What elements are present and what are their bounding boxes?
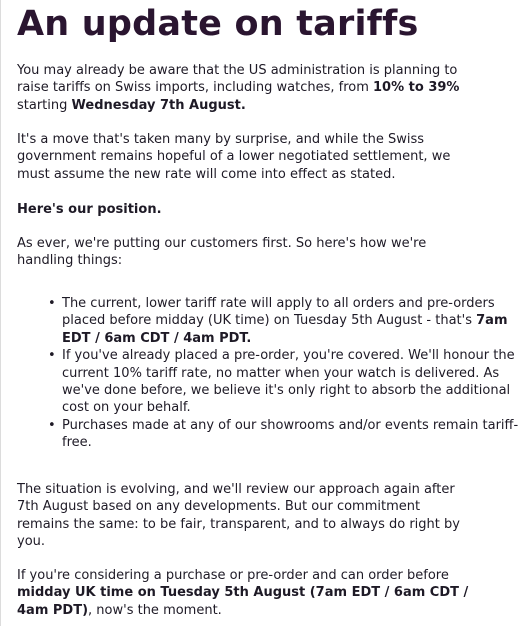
context-paragraph: It's a move that's taken many by surprise, and while the Swiss government remains hopeful of a lower negotiated settlement, we must assume the new rate will come into effect as stated. bbox=[17, 132, 451, 182]
policy-list bbox=[17, 295, 520, 452]
approach-paragraph: As ever, we're putting our customers first. So here's how we're handling things: bbox=[17, 236, 427, 269]
closing-text: If you're considering a purchase or pre-order and can order before bbox=[17, 568, 449, 583]
intro-text: You may already be aware that the US administration is planning to raise tariffs on Swiss imports, including watches, from bbox=[17, 63, 458, 96]
intro-paragraph bbox=[17, 62, 475, 114]
list-item bbox=[62, 295, 520, 347]
cutoff-times: 7am EDT / 6am CDT / 4am PDT. bbox=[62, 313, 508, 346]
list-item: • Purchases made at any of our showrooms and/or events remain tariff-free. bbox=[62, 417, 520, 452]
closing-text-2: , now's the moment. bbox=[88, 602, 222, 618]
effective-date: Wednesday 7th August. bbox=[71, 97, 246, 113]
left-border bbox=[0, 0, 1, 626]
closing-paragraph bbox=[17, 567, 475, 619]
page-title: An update on tariffs bbox=[17, 4, 419, 44]
list-item: • If you've already placed a pre-order, you're covered. We'll honour the current 10% tariff rate, no matter when your watch is delivered. As we've done before, we believe it's only right to absorb the additional cost on your behalf. bbox=[62, 347, 520, 417]
position-heading bbox=[17, 201, 475, 218]
tariff-range: 10% to 39% bbox=[373, 80, 460, 96]
order-deadline: midday UK time on Tuesday 5th August (7am EDT / 6am CDT / 4am PDT) bbox=[17, 585, 469, 618]
position-heading-text: Here's our position. bbox=[17, 202, 162, 217]
intro-text-2: starting bbox=[17, 97, 72, 113]
review-paragraph: The situation is evolving, and we'll review our approach again after 7th August based on any developments. But our commitment remains the same: to be fair, transparent, and to always do right by you. bbox=[17, 482, 460, 550]
list-item-text: The current, lower tariff rate will apply to all orders and pre-orders placed before midday (UK time) on Tuesday 5th August - that's bbox=[62, 296, 495, 329]
